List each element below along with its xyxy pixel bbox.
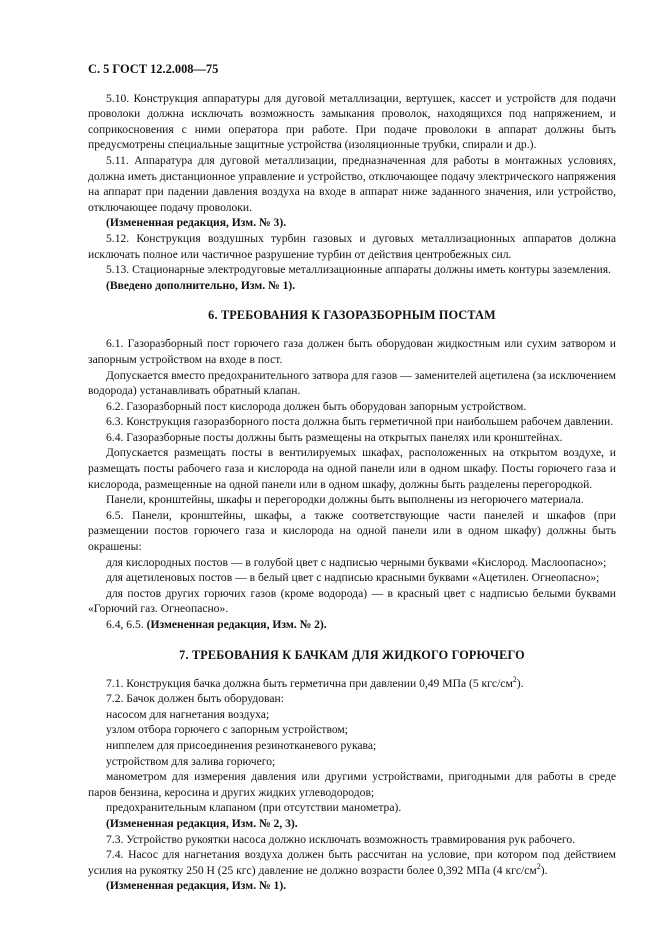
paragraph: устройством для залива горючего;	[106, 754, 276, 768]
amendment-note: (Введено дополнительно, Изм. № 1).	[106, 278, 296, 292]
p74-text: 7.4. Насос для нагнетания воздуха должен быть рассчитан на условие, при котором под действием усилия на рукоятку 250 Н (25 кгс) давление не должно возрасти более 0,392 МПа (4 кгс/см	[88, 848, 616, 877]
note-bold: (Измененная редакция, Изм. № 2).	[146, 618, 327, 631]
paragraph: Допускается вместо предохранительного затвора для газов — заменителей ацетилена (за исключением водорода) устанавливать обратный клапан.	[88, 368, 616, 398]
section-5-continued	[88, 91, 616, 294]
paragraph: предохранительным клапаном (при отсутствии манометра).	[106, 801, 402, 815]
section-7-body	[88, 691, 616, 847]
p74-sup: 2	[536, 861, 541, 871]
section-7-final-note: (Измененная редакция, Изм. № 1).	[106, 879, 287, 893]
paragraph: 5.12. Конструкция воздушных турбин газовых и дуговых металлизационных аппаратов должна исключать полное или частичное разрушение турбин от действия центробежных сил.	[88, 231, 616, 261]
paragraph: 5.10. Конструкция аппаратуры для дуговой металлизации, вертушек, кассет и устройств для подачи проволоки должна исключать возможность замыкания проволок, находящихся под напряжением, и соприкосновения с ними оператора при работе. При подаче проволоки в аппарат должны быть предусмотрены специальные защитные устройства (изоляционные трубки, спирали и др.).	[88, 91, 616, 152]
paragraph: 7.3. Устройство рукоятки насоса должно исключать возможность травмирования рук рабочего.	[106, 832, 576, 846]
section-7-title: 7. ТРЕБОВАНИЯ К БАЧКАМ ДЛЯ ЖИДКОГО ГОРЮЧЕГО	[179, 647, 525, 662]
paragraph: насосом для нагнетания воздуха;	[106, 707, 270, 721]
section-6-body	[88, 336, 616, 617]
p74-end: ).	[540, 863, 548, 877]
section-6-note	[88, 617, 616, 633]
paragraph: ниппелем для присоединения резинотканевого рукава;	[106, 738, 377, 752]
document-page	[88, 62, 616, 894]
p71-sup: 2	[512, 674, 517, 684]
page-header: С. 5 ГОСТ 12.2.008—75	[88, 62, 219, 76]
paragraph: манометром для измерения давления или другими устройствами, пригодными для работы в среде паров бензина, керосина и других жидких углеводородов;	[88, 770, 616, 799]
p71-end: ).	[516, 676, 524, 690]
paragraph: 6.4. Газоразборные посты должны быть размещены на открытых панелях или кронштейнах.	[106, 430, 563, 444]
paragraph: 5.11. Аппаратура для дуговой металлизации, предназначенная для работы в монтажных условиях, должна иметь дистанционное управление и устройство, отключающее подачу электрического напряжения на аппарат при падении давления воздуха на входе в аппарат ниже заданного значения, или устройство, отключающее подачу проволоки.	[88, 153, 616, 214]
paragraph: для ацетиленовых постов — в белый цвет с надписью красными буквами «Ацетилен. Огнеопасно»;	[106, 571, 600, 585]
paragraph: 6.3. Конструкция газоразборного поста должна быть герметичной при наибольшем рабочем давлении.	[106, 415, 614, 429]
amendment-note: (Измененная редакция, Изм. № 3).	[106, 216, 287, 230]
paragraph: Допускается размещать посты в вентилируемых шкафах, расположенных на открытом воздухе, и размещать посты рабочего газа и кислорода на одной панели или в одном шкафу. Посты горючего газа и кислорода, размещенные на одной панели или в одном шкафу, должны быть разделены перегородкой.	[88, 446, 616, 491]
paragraph: 6.1. Газоразборный пост горючего газа должен быть оборудован жидкостным или сухим затвором и запорным устройством на входе в пост.	[88, 337, 616, 366]
paragraph: Панели, кронштейны, шкафы и перегородки должны быть выполнены из негорючего материала.	[106, 493, 584, 507]
p71-text: 7.1. Конструкция бачка должна быть герметична при давлении 0,49 МПа (5 кгс/см	[106, 676, 513, 690]
section-6-title: 6. ТРЕБОВАНИЯ К ГАЗОРАЗБОРНЫМ ПОСТАМ	[208, 308, 496, 323]
paragraph: для кислородных постов — в голубой цвет с надписью черными буквами «Кислород. Маслоопасно»;	[106, 555, 607, 569]
amendment-note: (Измененная редакция, Изм. № 2, 3).	[106, 816, 298, 830]
paragraph-7-4	[88, 847, 616, 878]
paragraph-7-1	[88, 676, 616, 692]
paragraph: для постов других горючих газов (кроме водорода) — в красный цвет с надписью белыми буквами «Горючий газ. Огнеопасно».	[88, 586, 616, 616]
paragraph: 7.2. Бачок должен быть оборудован:	[106, 692, 284, 706]
paragraph: 5.13. Стационарные электродуговые металлизационные аппараты должны иметь контуры заземления.	[106, 263, 611, 277]
paragraph: 6.2. Газоразборный пост кислорода должен быть оборудован запорным устройством.	[106, 399, 527, 413]
paragraph: узлом отбора горючего с запорным устройством;	[106, 723, 348, 737]
note-prefix: 6.4, 6.5.	[106, 618, 144, 631]
paragraph: 6.5. Панели, кронштейны, шкафы, а также соответствующие части панелей и шкафов (при размещении постов горючего газа и кислорода на одной панели или в одном шкафу) должны быть окрашены:	[88, 508, 616, 554]
